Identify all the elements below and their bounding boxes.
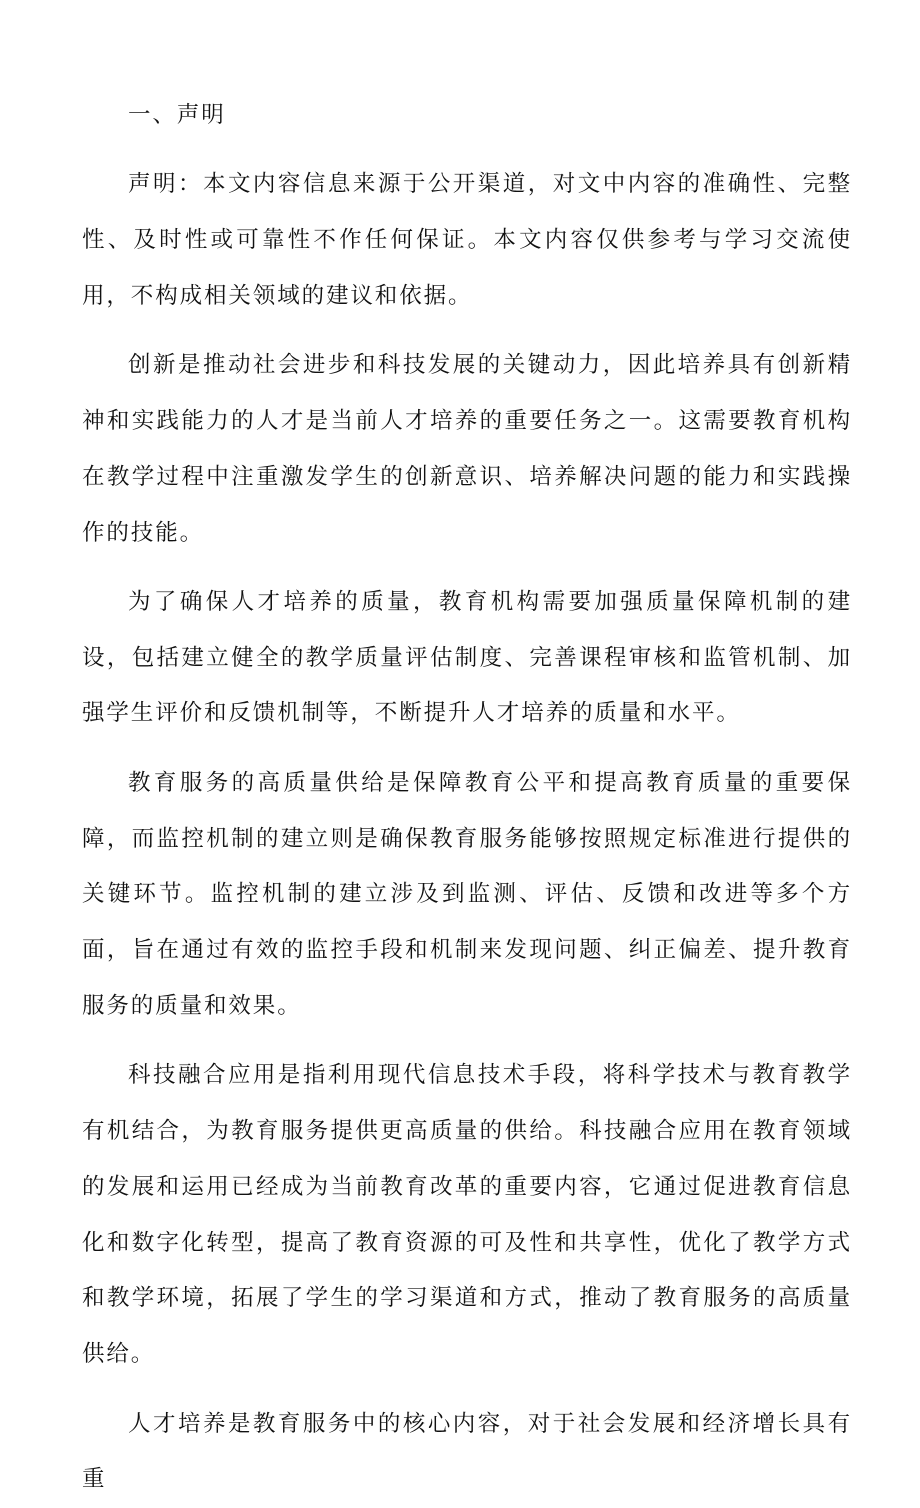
body-paragraph: 创新是推动社会进步和科技发展的关键动力，因此培养具有创新精神和实践能力的人才是当前人才培养的重要任务之一。这需要教育机构在教学过程中注重激发学生的创新意识、培养解决问题的能力和实践操作的技能。 [82, 352, 852, 546]
disclaimer-paragraph: 声明：本文内容信息来源于公开渠道，对文中内容的准确性、完整性、及时性或可靠性不作任何保证。本文内容仅供参考与学习交流使用，不构成相关领域的建议和依据。 [82, 171, 852, 309]
body-paragraph: 教育服务的高质量供给是保障教育公平和提高教育质量的重要保障，而监控机制的建立则是确保教育服务能够按照规定标准进行提供的关键环节。监控机制的建立涉及到监测、评估、反馈和改进等多个方面，旨在通过有效的监控手段和机制来发现问题、纠正偏差、提升教育服务的质量和效果。 [82, 769, 852, 1019]
body-paragraph: 人才培养是教育服务中的核心内容，对于社会发展和经济增长具有重 [82, 1410, 852, 1493]
section-heading: 一、声明 [128, 102, 226, 128]
document-body [82, 88, 852, 1508]
body-paragraph: 为了确保人才培养的质量，教育机构需要加强质量保障机制的建设，包括建立健全的教学质量评估制度、完善课程审核和监管机制、加强学生评价和反馈机制等，不断提升人才培养的质量和水平。 [82, 588, 852, 727]
body-paragraph: 科技融合应用是指利用现代信息技术手段，将科学技术与教育教学有机结合，为教育服务提供更高质量的供给。科技融合应用在教育领域的发展和运用已经成为当前教育改革的重要内容，它通过促进教育信息化和数字化转型，提高了教育资源的可及性和共享性，优化了教学方式和教学环境，拓展了学生的学习渠道和方式，推动了教育服务的高质量供给。 [82, 1062, 852, 1368]
